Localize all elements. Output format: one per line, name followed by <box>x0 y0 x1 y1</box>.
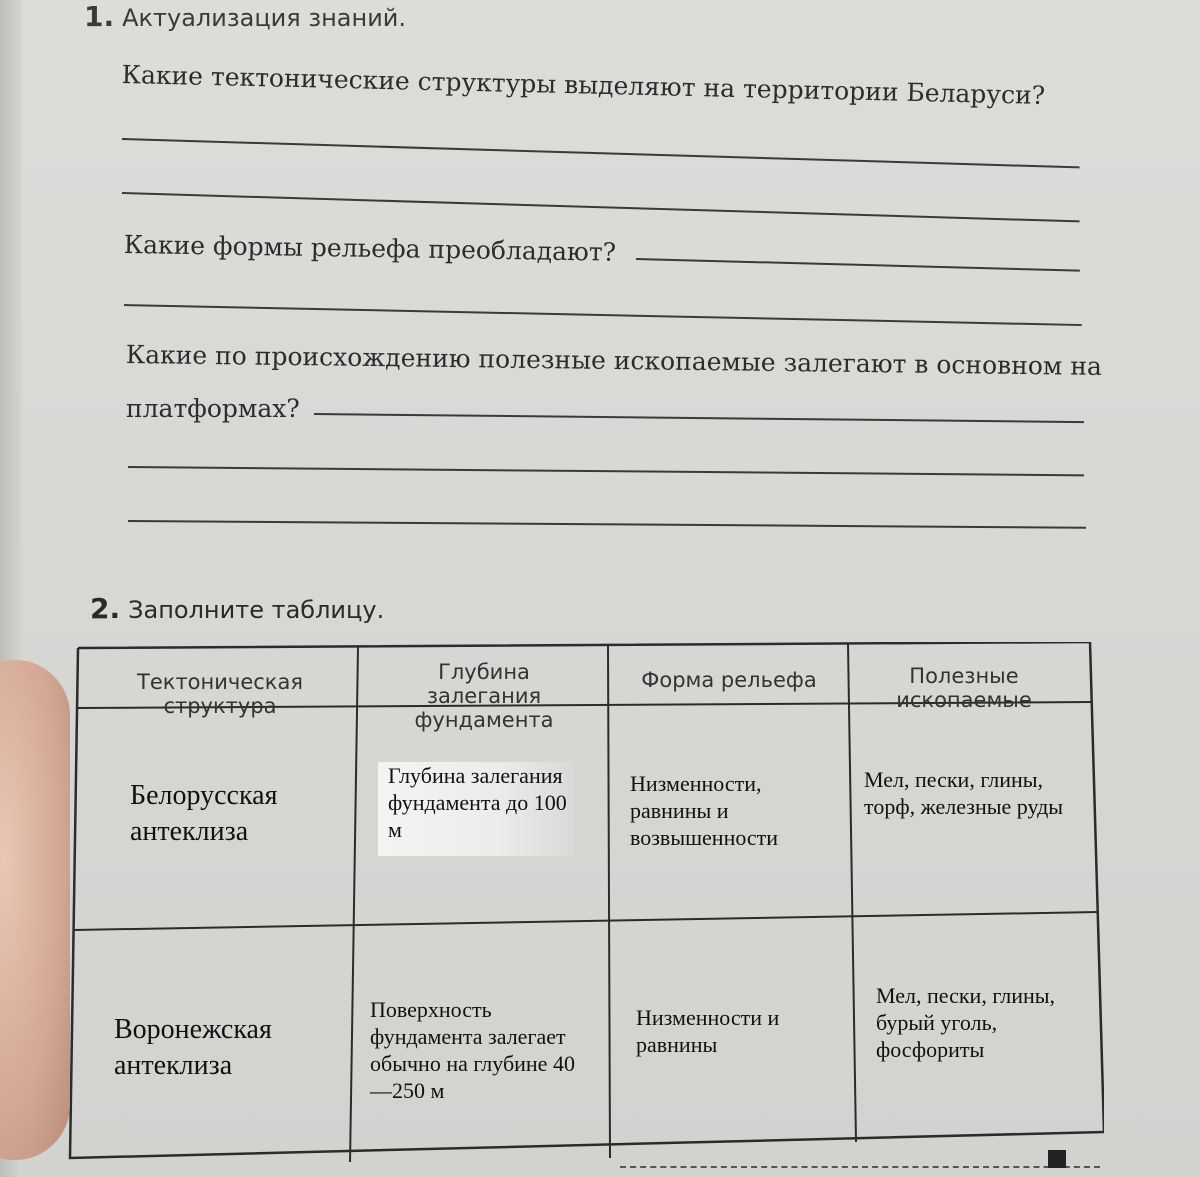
section-2-heading <box>90 592 384 625</box>
row2-relief[interactable]: Низменности и равнины <box>636 1005 780 1057</box>
row1-minerals[interactable]: Мел, пески, глины, торф, железные руды <box>864 767 1064 819</box>
section-2-title: Заполните таблицу. <box>128 596 385 624</box>
question-3-line-1: Какие по происхождению полезные ископаемые залегают в основном на <box>125 340 1103 381</box>
footer-marker <box>1048 1150 1066 1168</box>
footer-decoration <box>620 1166 1100 1172</box>
thumb <box>0 660 70 1160</box>
section-2-number: 2. <box>90 592 121 625</box>
answer-line-2a[interactable] <box>636 258 1080 272</box>
section-1-title: Актуализация знаний. <box>122 4 407 32</box>
section-1-heading <box>84 0 406 33</box>
header-relief: Форма рельефа <box>641 668 817 692</box>
question-1: Какие тектонические структуры выделяют на территории Беларуси? <box>121 60 1046 110</box>
header-depth: Глубина залегания фундамента <box>414 660 554 732</box>
answer-line-3c[interactable] <box>128 520 1086 529</box>
row2-depth[interactable]: Поверхность фундамента залегает обычно на глубине 40—250 м <box>370 997 575 1103</box>
question-3-line-2: платформах? <box>126 394 300 423</box>
answer-line-1b[interactable] <box>122 192 1080 222</box>
row1-depth[interactable]: Глубина залегания фундамента до 100 м <box>388 763 567 842</box>
row1-structure[interactable]: Белорусская антеклиза <box>130 780 278 847</box>
answer-line-3b[interactable] <box>128 466 1084 476</box>
row2-minerals[interactable]: Мел, пески, глины, бурый уголь, фосфориты <box>876 983 1056 1062</box>
question-2: Какие формы рельефа преобладают? <box>123 230 617 267</box>
row1-relief[interactable]: Низменности, равнины и возвышенности <box>630 771 779 850</box>
answer-line-1a[interactable] <box>122 138 1080 168</box>
row2-structure[interactable]: Воронежская антеклиза <box>114 1014 272 1081</box>
answer-line-2b[interactable] <box>124 304 1082 326</box>
header-minerals: Полезные ископаемые <box>896 664 1032 712</box>
answer-line-3a[interactable] <box>314 413 1084 423</box>
section-1-number: 1. <box>84 0 115 33</box>
header-structure: Тектоническая структура <box>137 670 303 718</box>
